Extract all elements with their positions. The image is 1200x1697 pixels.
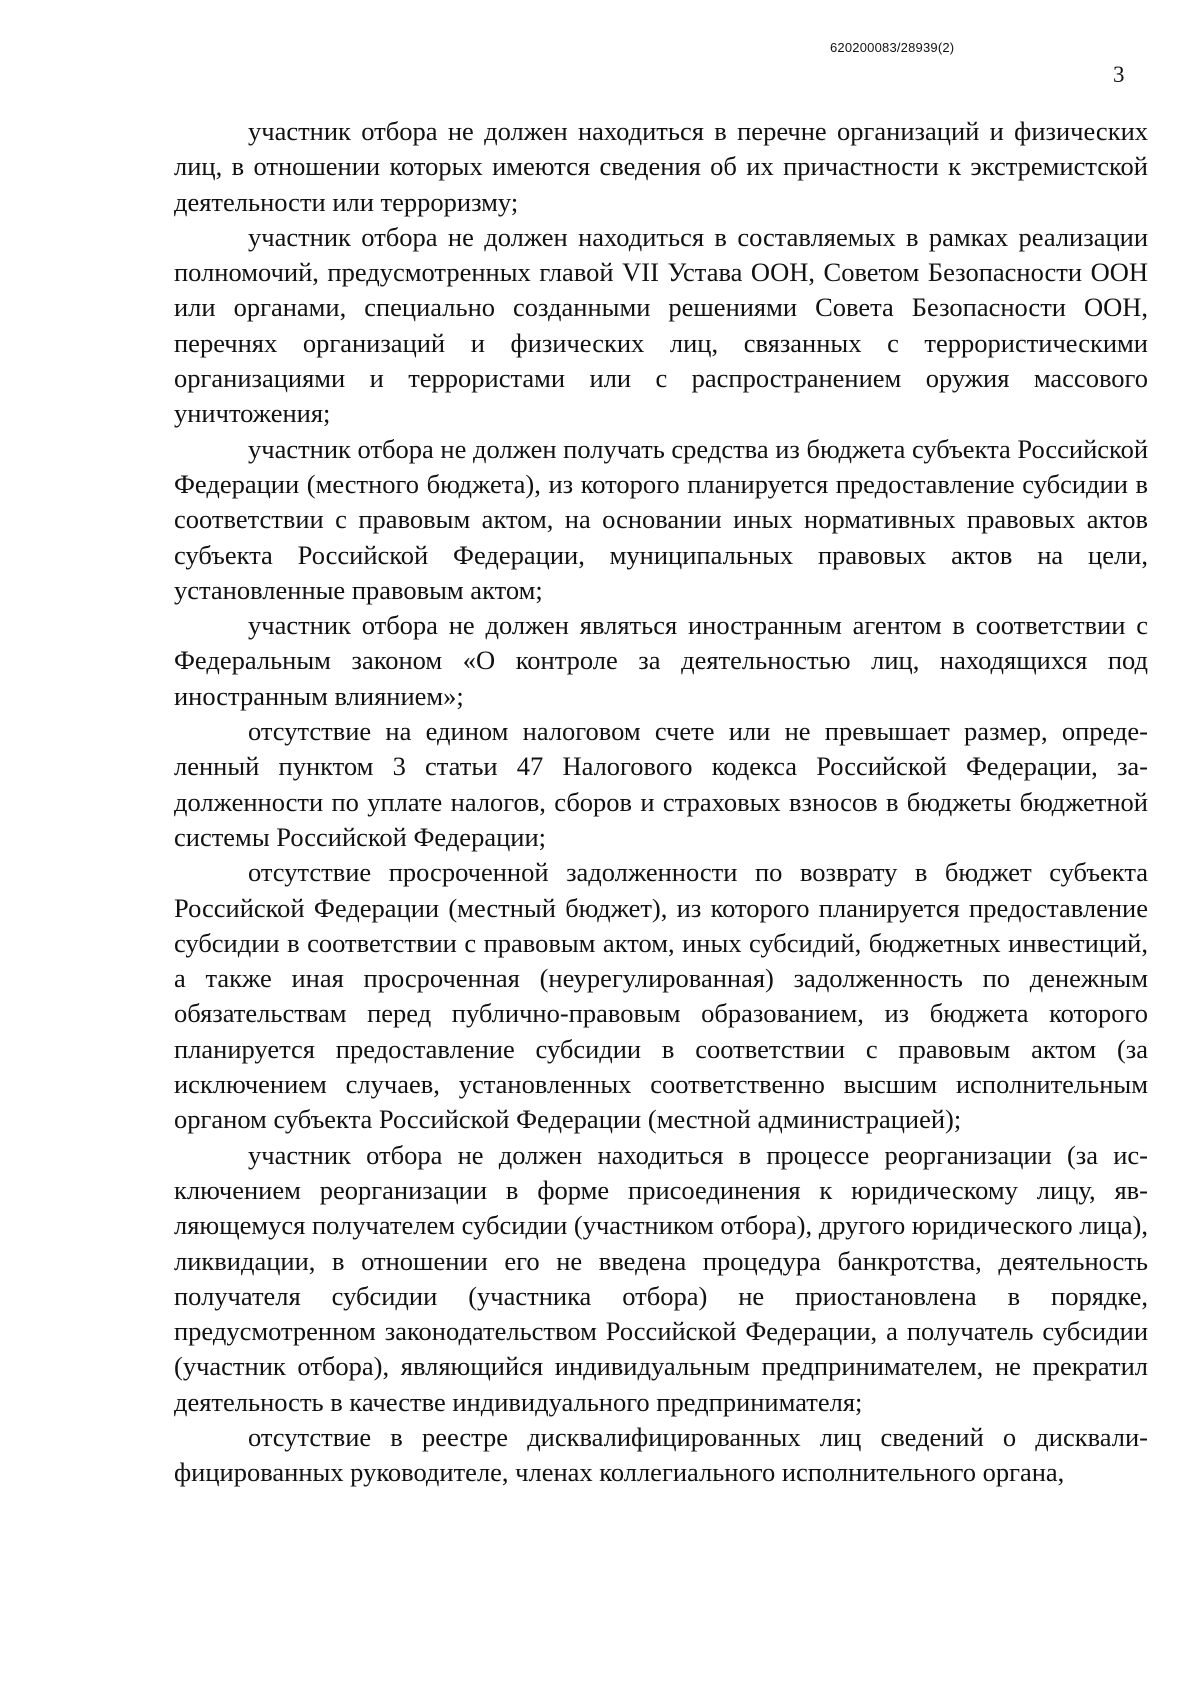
- paragraph: отсутствие просроченной задолженности по возврату в бюджет субъекта Российской Федерации (местный бюджет), из которого планируется предоставление субсидии в соответствии с правовым актом, иных субсидий, бюджетных инвестиций, а также иная просроченная (неурегулированная) задолженность по денежным обязательствам перед публично-правовым образованием, из бюджета которого планируется предоставление субсидии в соответствии с правовым актом (за исключением случаев, установленных соответственно высшим исполнительным органом субъекта Российской Федерации (местной администрацией);: [174, 857, 1148, 1135]
- paragraph: участник отбора не должен находиться в перечне организаций и физических лиц, в отношении которых имеются сведения об их причастности к экстремистской деятельности или терроризму;: [174, 116, 1148, 217]
- document-id: 620200083/28939(2): [830, 40, 955, 55]
- paragraph: участник отбора не должен находиться в составляемых в рамках реализации полномочий, предусмотренных главой VII Устава ООН, Советом Безопасности ООН или органами, специально созданными решениями Совета Безопасности ООН, перечнях организаций и физических лиц, связанных с террористическими организациями и террористами или с распространением оружия массового уничтожения;: [174, 221, 1148, 429]
- page-number: 3: [1113, 62, 1125, 87]
- paragraph: отсутствие в реестре дисквалифицированных лиц сведений о дисквалифицированных руководителе, членах коллегиального исполнительного органа,: [174, 1421, 1148, 1488]
- paragraph: участник отбора не должен находиться в процессе реорганизации (за исключением реорганизации в форме присоединения к юридическому лицу, являющемуся получателем субсидии (участником отбора), другого юридического лица), ликвидации, в отношении его не введена процедура банкротства, деятельность получателя субсидии (участника отбора) не приостановлена в порядке, предусмотренном законодательством Российской Федерации, а получатель субсидии (участник отбора), являющийся индивидуальным предпринимателем, не прекратил деятельность в качестве индивидуального предпринимателя;: [174, 1139, 1148, 1417]
- paragraph: отсутствие на едином налоговом счете или не превышает размер, определенный пунктом 3 статьи 47 Налогового кодекса Российской Федерации, задолженности по уплате налогов, сборов и страховых взносов в бюджеты бюджетной системы Российской Федерации;: [174, 716, 1148, 852]
- document-body: [174, 114, 1148, 1491]
- paragraph: участник отбора не должен являться иностранным агентом в соответствии с Федеральным законом «О контроле за деятельностью лиц, находящихся под иностранным влиянием»;: [174, 610, 1148, 711]
- paragraph: участник отбора не должен получать средства из бюджета субъекта Российской Федерации (местного бюджета), из которого планируется предоставление субсидии в соответствии с правовым актом, на основании иных нормативных правовых актов субъекта Российской Федерации, муниципальных правовых актов на цели, установленные правовым актом;: [174, 433, 1148, 605]
